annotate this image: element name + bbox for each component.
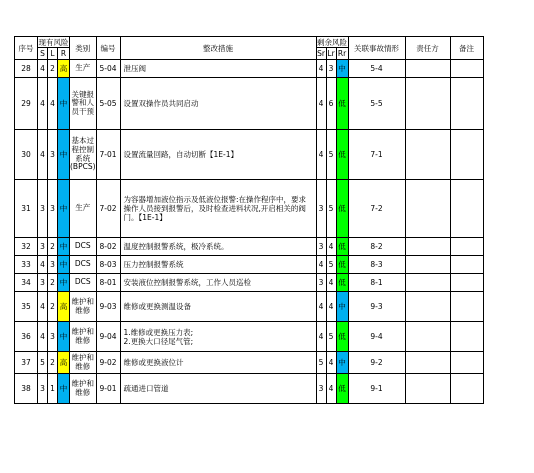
risk-assessment-table — [14, 36, 484, 404]
cell-category: 基本过程控制系统(BPCS) — [70, 130, 97, 180]
cell-code: 9-02 — [96, 352, 120, 374]
cell-lr: 4 — [326, 352, 336, 374]
header-lr: Lr — [327, 49, 335, 58]
cell-responsible — [405, 322, 450, 352]
cell-responsible — [405, 274, 450, 292]
header-current-risk: 现有风险 — [38, 37, 69, 47]
cell-responsible — [405, 78, 450, 130]
cell-s: 4 — [38, 292, 48, 322]
cell-sr: 4 — [316, 292, 326, 322]
cell-risk-level: 中 — [58, 274, 70, 292]
cell-remark — [450, 274, 483, 292]
cell-measure: 泄压阀 — [120, 60, 316, 78]
cell-remark — [450, 322, 483, 352]
table-row — [15, 292, 484, 322]
cell-measure: 1.维修或更换压力表; 2.更换大口径尾气管; — [120, 322, 316, 352]
cell-l: 3 — [48, 256, 58, 274]
cell-lr: 4 — [326, 238, 336, 256]
header-measure: 整改措施 — [120, 37, 316, 60]
cell-responsible — [405, 130, 450, 180]
cell-code: 8-01 — [96, 274, 120, 292]
cell-residual-level: 低 — [336, 180, 348, 238]
cell-l: 2 — [48, 274, 58, 292]
cell-remark — [450, 352, 483, 374]
cell-responsible — [405, 60, 450, 78]
cell-remark — [450, 130, 483, 180]
cell-l: 2 — [48, 292, 58, 322]
cell-code: 7-01 — [96, 130, 120, 180]
cell-category: 生产 — [70, 60, 97, 78]
table-row — [15, 274, 484, 292]
table-body — [15, 60, 484, 404]
cell-code: 8-03 — [96, 256, 120, 274]
cell-measure: 温度控制报警系统，极冷系统。 — [120, 238, 316, 256]
cell-seq: 32 — [15, 238, 38, 256]
cell-related-scenario: 8-1 — [348, 274, 405, 292]
table-row — [15, 322, 484, 352]
cell-code: 9-03 — [96, 292, 120, 322]
cell-seq: 33 — [15, 256, 38, 274]
cell-s: 3 — [38, 180, 48, 238]
cell-seq: 31 — [15, 180, 38, 238]
cell-related-scenario: 9-3 — [348, 292, 405, 322]
cell-responsible — [405, 238, 450, 256]
cell-seq: 30 — [15, 130, 38, 180]
cell-responsible — [405, 292, 450, 322]
table-row — [15, 60, 484, 78]
cell-category: 维护和维修 — [70, 292, 97, 322]
cell-related-scenario: 5-4 — [348, 60, 405, 78]
cell-s: 4 — [38, 60, 48, 78]
cell-measure: 维修或更换液位计 — [120, 352, 316, 374]
cell-related-scenario: 9-4 — [348, 322, 405, 352]
table-row — [15, 238, 484, 256]
cell-measure: 维修或更换测温设备 — [120, 292, 316, 322]
cell-category: 维护和维修 — [70, 374, 97, 404]
cell-seq: 29 — [15, 78, 38, 130]
cell-s: 3 — [38, 274, 48, 292]
cell-sr: 3 — [316, 238, 326, 256]
cell-residual-level: 中 — [336, 292, 348, 322]
cell-remark — [450, 238, 483, 256]
cell-sr: 4 — [316, 60, 326, 78]
cell-s: 5 — [38, 352, 48, 374]
cell-remark — [450, 78, 483, 130]
cell-code: 5-04 — [96, 60, 120, 78]
cell-sr: 4 — [316, 256, 326, 274]
cell-lr: 4 — [326, 374, 336, 404]
header-related-scenario: 关联事故情形 — [348, 37, 405, 60]
cell-l: 4 — [48, 78, 58, 130]
cell-l: 2 — [48, 238, 58, 256]
header-remark: 备注 — [450, 37, 483, 60]
table-row — [15, 374, 484, 404]
cell-risk-level: 中 — [58, 238, 70, 256]
cell-lr: 5 — [326, 180, 336, 238]
header-responsible: 责任方 — [405, 37, 450, 60]
cell-residual-level: 中 — [336, 352, 348, 374]
cell-risk-level: 高 — [58, 292, 70, 322]
cell-measure: 设置流量回路，自动切断【1E-1】 — [120, 130, 316, 180]
cell-seq: 34 — [15, 274, 38, 292]
cell-risk-level: 中 — [58, 78, 70, 130]
cell-sr: 3 — [316, 180, 326, 238]
cell-category: DCS — [70, 274, 97, 292]
cell-responsible — [405, 374, 450, 404]
cell-lr: 6 — [326, 78, 336, 130]
cell-remark — [450, 60, 483, 78]
cell-responsible — [405, 352, 450, 374]
cell-code: 8-02 — [96, 238, 120, 256]
cell-category: DCS — [70, 256, 97, 274]
cell-seq: 35 — [15, 292, 38, 322]
header-sr: Sr — [317, 49, 325, 58]
cell-code: 9-04 — [96, 322, 120, 352]
cell-residual-level: 低 — [336, 322, 348, 352]
cell-related-scenario: 7-2 — [348, 180, 405, 238]
cell-remark — [450, 292, 483, 322]
cell-lr: 5 — [326, 322, 336, 352]
cell-s: 3 — [38, 374, 48, 404]
cell-remark — [450, 256, 483, 274]
table-row — [15, 78, 484, 130]
cell-residual-level: 低 — [336, 374, 348, 404]
table-row — [15, 256, 484, 274]
cell-s: 3 — [38, 238, 48, 256]
cell-measure: 为容器增加液位指示及低液位报警:在操作程序中，要求操作人员接到报警后，及时检查进料状况,开启相关的阀门。【1E-1】 — [120, 180, 316, 238]
header-s: S — [38, 48, 48, 60]
table-row — [15, 130, 484, 180]
cell-lr: 4 — [326, 274, 336, 292]
cell-related-scenario: 5-5 — [348, 78, 405, 130]
cell-s: 4 — [38, 322, 48, 352]
cell-sr: 4 — [316, 78, 326, 130]
cell-related-scenario: 7-1 — [348, 130, 405, 180]
cell-risk-level: 中 — [58, 374, 70, 404]
cell-s: 4 — [38, 78, 48, 130]
cell-lr: 5 — [326, 256, 336, 274]
cell-risk-level: 高 — [58, 352, 70, 374]
cell-residual-level: 低 — [336, 256, 348, 274]
cell-seq: 38 — [15, 374, 38, 404]
cell-residual-level: 低 — [336, 274, 348, 292]
cell-remark — [450, 374, 483, 404]
cell-s: 4 — [38, 256, 48, 274]
cell-seq: 28 — [15, 60, 38, 78]
cell-l: 2 — [48, 60, 58, 78]
cell-l: 1 — [48, 374, 58, 404]
cell-s: 4 — [38, 130, 48, 180]
cell-sr: 4 — [316, 322, 326, 352]
cell-category: 关键报警和人员干预 — [70, 78, 97, 130]
cell-measure: 安装液位控制报警系统，工作人员巡检 — [120, 274, 316, 292]
cell-risk-level: 中 — [58, 256, 70, 274]
cell-risk-level: 中 — [58, 130, 70, 180]
table-row — [15, 352, 484, 374]
cell-lr: 4 — [326, 292, 336, 322]
cell-sr: 3 — [316, 274, 326, 292]
cell-lr: 5 — [326, 130, 336, 180]
cell-category: 维护和维修 — [70, 352, 97, 374]
cell-code: 9-01 — [96, 374, 120, 404]
cell-category: DCS — [70, 238, 97, 256]
cell-code: 7-02 — [96, 180, 120, 238]
table-row — [15, 180, 484, 238]
cell-category: 维护和维修 — [70, 322, 97, 352]
cell-seq: 36 — [15, 322, 38, 352]
cell-code: 5-05 — [96, 78, 120, 130]
cell-responsible — [405, 180, 450, 238]
cell-l: 3 — [48, 130, 58, 180]
cell-risk-level: 中 — [58, 322, 70, 352]
cell-remark — [450, 180, 483, 238]
cell-residual-level: 中 — [336, 60, 348, 78]
header-l: L — [48, 48, 58, 60]
cell-category: 生产 — [70, 180, 97, 238]
cell-measure: 压力控制报警系统 — [120, 256, 316, 274]
cell-seq: 37 — [15, 352, 38, 374]
cell-related-scenario: 8-3 — [348, 256, 405, 274]
cell-risk-level: 高 — [58, 60, 70, 78]
cell-lr: 3 — [326, 60, 336, 78]
cell-related-scenario: 8-2 — [348, 238, 405, 256]
cell-sr: 4 — [316, 130, 326, 180]
header-category: 类别 — [70, 37, 97, 60]
cell-residual-level: 低 — [336, 130, 348, 180]
cell-related-scenario: 9-2 — [348, 352, 405, 374]
header-residual-risk: 剩余风险 — [317, 37, 348, 47]
cell-measure: 疏通进口管道 — [120, 374, 316, 404]
cell-l: 3 — [48, 322, 58, 352]
header-code: 编号 — [96, 37, 120, 60]
cell-l: 2 — [48, 352, 58, 374]
cell-measure: 设置双操作员共同启动 — [120, 78, 316, 130]
cell-l: 3 — [48, 180, 58, 238]
header-r: R — [58, 48, 70, 60]
header-rr: Rr — [337, 49, 347, 58]
cell-residual-level: 低 — [336, 78, 348, 130]
header-seq: 序号 — [15, 37, 38, 60]
cell-sr: 3 — [316, 374, 326, 404]
cell-risk-level: 中 — [58, 180, 70, 238]
cell-sr: 5 — [316, 352, 326, 374]
cell-responsible — [405, 256, 450, 274]
cell-related-scenario: 9-1 — [348, 374, 405, 404]
cell-residual-level: 低 — [336, 238, 348, 256]
